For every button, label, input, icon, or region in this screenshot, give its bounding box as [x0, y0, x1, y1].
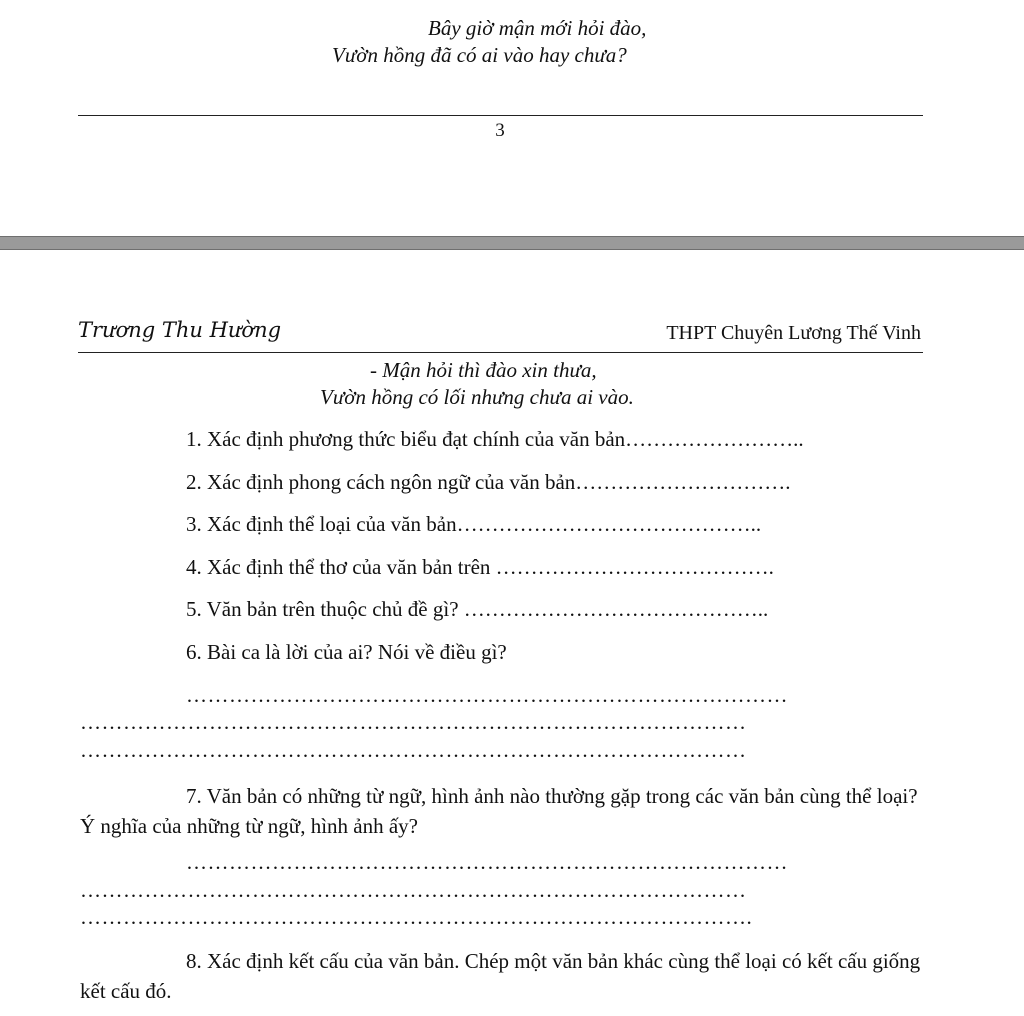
- question-6: 6. Bài ca là lời của ai? Nói về điều gì?: [186, 640, 507, 664]
- question-8: 8. Xác định kết cấu của văn bản. Chép một văn bản khác cùng thể loại có kết cấu giống kết cấu đó.: [80, 949, 921, 1003]
- footer-rule: [78, 115, 923, 116]
- previous-page: [0, 0, 1024, 236]
- question-3: 3. Xác định thể loại của văn bản……………………………………..: [186, 512, 762, 536]
- answer-line[interactable]: …………………………………………………………………………………: [80, 878, 747, 902]
- header-author: Trương Thu Hường: [78, 318, 282, 342]
- question-1: 1. Xác định phương thức biểu đạt chính của văn bản……………………..: [186, 427, 804, 451]
- question-2: 2. Xác định phong cách ngôn ngữ của văn bản………………………….: [186, 470, 791, 494]
- top-poem-line-1: Bây giờ mận mới hỏi đào,: [428, 16, 647, 40]
- header-school: THPT Chuyên Lương Thế Vinh: [666, 322, 921, 344]
- answer-line[interactable]: …………………………………………………………………………………: [80, 738, 747, 762]
- answer-line[interactable]: …………………………………………………………………………: [186, 683, 788, 707]
- top-poem-line-2: Vườn hồng đã có ai vào hay chưa?: [332, 43, 627, 67]
- question-7: 7. Văn bản có những từ ngữ, hình ảnh nào thường gặp trong các văn bản cùng thể loại? Ý nghĩa của những từ ngữ, hình ảnh ấy?: [80, 784, 918, 838]
- question-5: 5. Văn bản trên thuộc chủ đề gì? ……………………………………..: [186, 597, 769, 621]
- question-4: 4. Xác định thể thơ của văn bản trên ………………………………….: [186, 555, 774, 579]
- poem-line-1: - Mận hỏi thì đào xin thưa,: [370, 358, 597, 382]
- answer-line[interactable]: …………………………………………………………………………………: [80, 710, 747, 734]
- page-separator: [0, 236, 1024, 250]
- poem-line-2: Vườn hồng có lối nhưng chưa ai vào.: [320, 385, 634, 409]
- page-number: 3: [495, 120, 505, 141]
- header-rule: [78, 352, 923, 353]
- answer-line[interactable]: ………………………………………………………………………………….: [80, 905, 753, 929]
- answer-line[interactable]: …………………………………………………………………………: [186, 850, 788, 874]
